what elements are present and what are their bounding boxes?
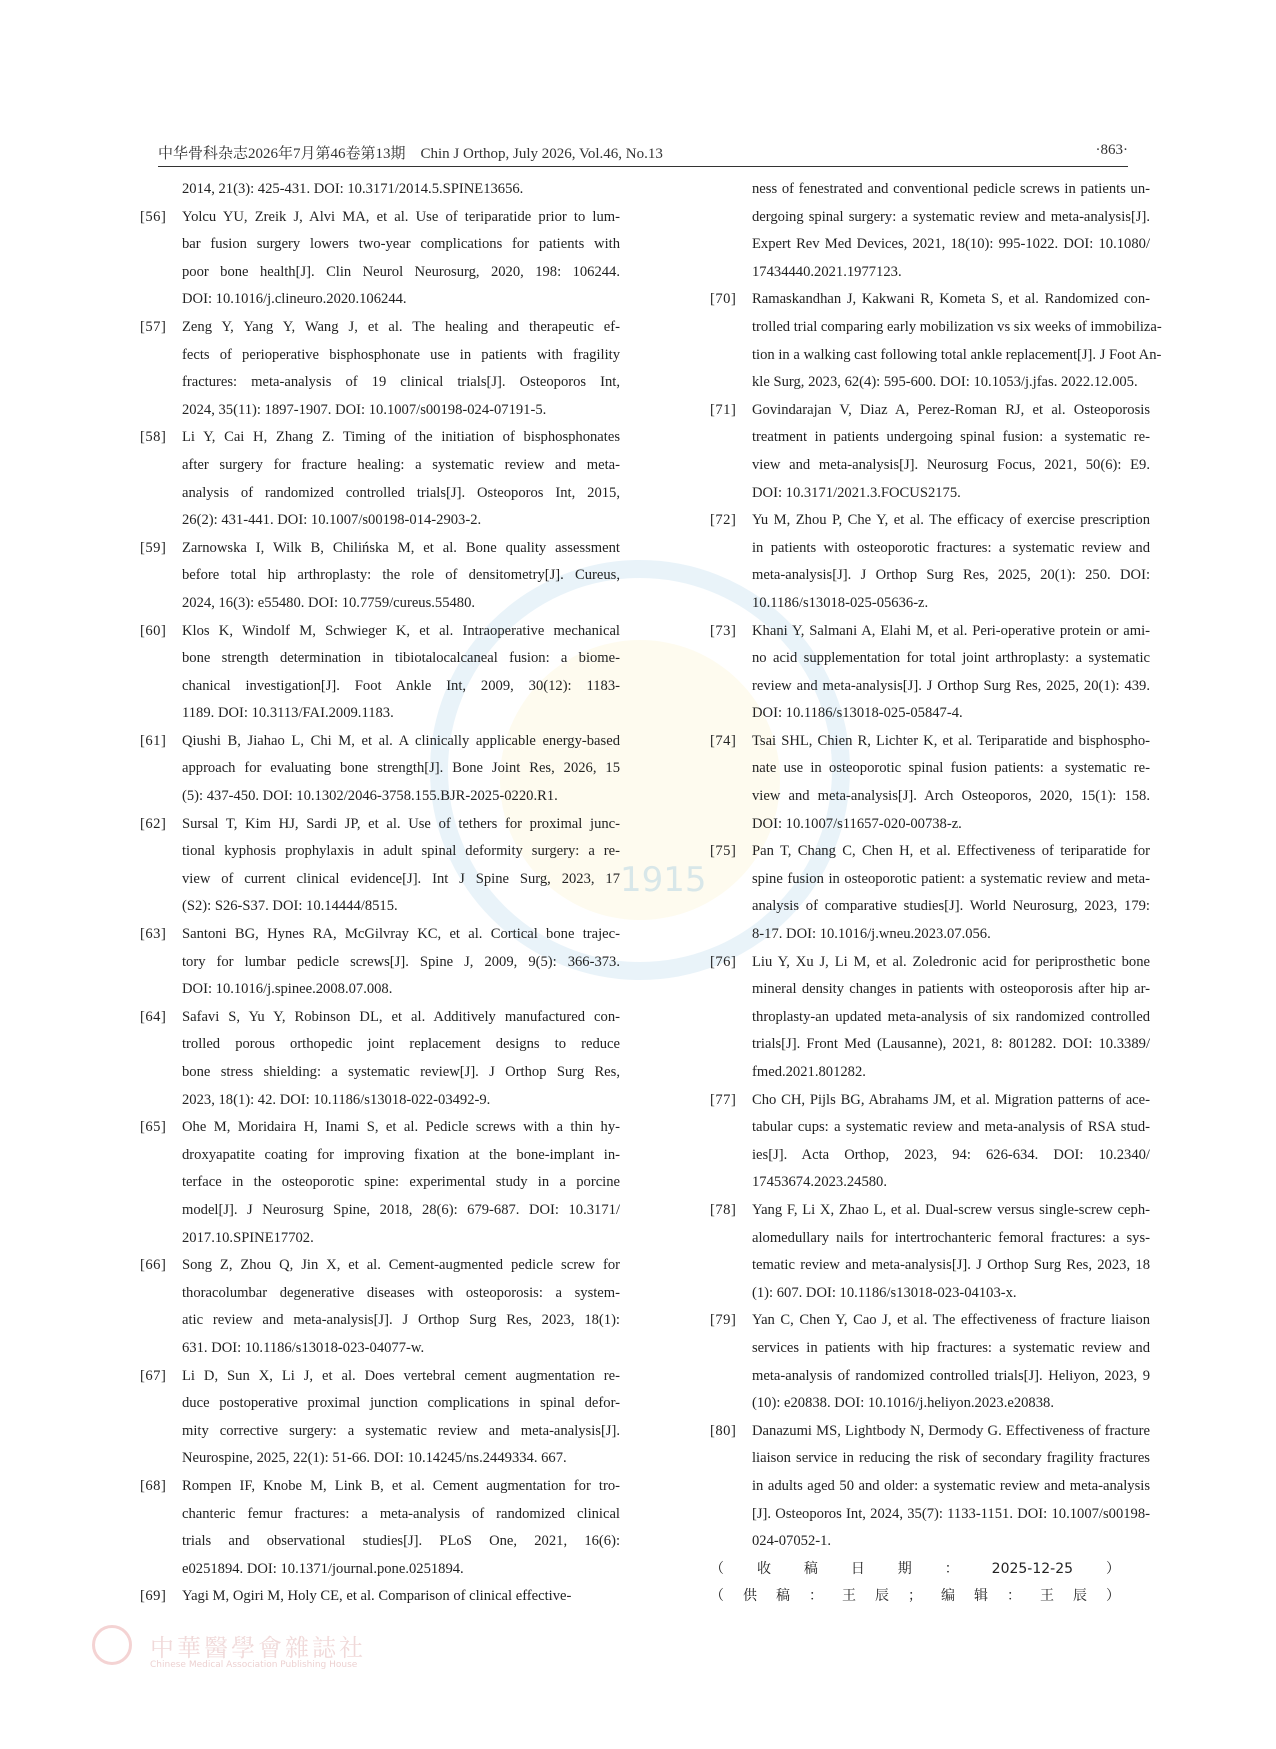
reference-line: Sursal T, Kim HJ, Sardi JP, et al. Use of tethers for proximal junc- [62] [140,811,620,839]
reference-number: [64] [140,1008,167,1025]
reference-entry [140,1004,620,1114]
reference-line: analysis of comparative studies[J]. World Neurosurg, 2023, 179: [752,898,1150,915]
reference-line: Ohe M, Moridaira H, Inami S, et al. Pedicle screws with a thin hy- [65] [140,1114,620,1142]
reference-line: Khani Y, Salmani A, Elahi M, et al. Peri-operative protein or ami- [73] [710,618,1150,646]
reference-line: 17453674.2023.24580. [752,1174,887,1191]
reference-line: Safavi S, Yu Y, Robinson DL, et al. Additively manufactured con- [64] [140,1004,620,1032]
reference-line: Song Z, Zhou Q, Jin X, et al. Cement-augmented pedicle screw for [66] [140,1252,620,1280]
reference-line: DOI: 10.1016/j.spinee.2008.07.008. [182,981,393,998]
reference-entry [140,1363,620,1473]
reference-entry [710,949,1150,1087]
right-column [710,176,1162,1611]
reference-line: Yang F, Li X, Zhao L, et al. Dual-screw versus single-screw ceph- [78] [710,1197,1150,1225]
reference-line: 024-07052-1. [752,1533,832,1550]
reference-line: Govindarajan V, Diaz A, Perez-Roman RJ, et al. Osteoporosis [71] [710,397,1150,425]
reference-line: bone stress shielding: a systematic review[J]. J Orthop Surg Res, [182,1064,620,1080]
reference-line: Rompen IF, Knobe M, Link B, et al. Cement augmentation for tro- [68] [140,1473,620,1501]
reference-line: droxyapatite coating for improving fixation at the bone-implant in- [182,1146,620,1163]
reference-entry [710,1418,1150,1556]
reference-number: [59] [140,539,167,556]
reference-number: [66] [140,1257,167,1274]
reference-entry [140,424,620,534]
reference-number: [75] [710,843,737,860]
reference-entry [710,286,1162,396]
reference-line: dergoing spinal surgery: a systematic review and meta-analysis[J]. [752,208,1150,225]
reference-line: tematic review and meta-analysis[J]. J Orthop Surg Res, 2023, 18 [752,1257,1150,1274]
reference-line: 631. DOI: 10.1186/s13018-023-04077-w. [182,1339,425,1356]
reference-entry [140,811,620,921]
reference-number: [79] [710,1312,737,1329]
reference-line: chanical investigation[J]. Foot Ankle Int, 2009, 30(12): 1183- [182,677,620,694]
page-number: ·863· [1095,142,1128,158]
reference-line: tory for lumbar pedicle screws[J]. Spine J, 2009, 9(5): 366-373. [182,953,620,970]
reference-line: treatment in patients undergoing spinal fusion: a systematic re- [752,429,1150,446]
reference-line: before total hip arthroplasty: the role of densitometry[J]. Cureus, [182,567,620,584]
reference-line: (S2): S26-S37. DOI: 10.14444/8515. [182,898,398,915]
reference-line: [J]. Osteoporos Int, 2024, 35(7): 1133-1151. DOI: 10.1007/s00198- [752,1505,1150,1522]
reference-line: 8-17. DOI: 10.1016/j.wneu.2023.07.056. [752,926,991,943]
reference-line: approach for evaluating bone strength[J]. Bone Joint Res, 2026, 15 [182,760,620,777]
reference-line: meta-analysis[J]. J Orthop Surg Res, 2025, 20(1): 250. DOI: [752,567,1150,584]
reference-line: DOI: 10.1007/s11657-020-00738-z. [752,815,962,832]
reference-line: kle Surg, 2023, 62(4): 595-600. DOI: 10.1053/j.jfas. 2022.12.005. [752,374,1138,391]
reference-line: Ramaskandhan J, Kakwani R, Kometa S, et al. Randomized con- [70] [710,286,1150,314]
reference-number: [71] [710,401,737,418]
reference-line: bone strength determination in tibiotalocalcaneal fusion: a biome- [182,650,620,667]
reference-continuation [710,176,1150,286]
reference-line: tional kyphosis prophylaxis in adult spinal deformity surgery: a re- [182,843,620,860]
reference-line: alomedullary nails for intertrochanteric femoral fractures: a sys- [752,1229,1150,1246]
reference-line: view and meta-analysis[J]. Arch Osteoporos, 2020, 15(1): 158. [752,788,1150,805]
reference-line: liaison service in reducing the risk of secondary fragility fractures [752,1450,1150,1467]
reference-line: trolled trial comparing early mobilization vs six weeks of immobiliza- [752,318,1162,335]
reference-number: [78] [710,1201,737,1218]
reference-line: (10): e20838. DOI: 10.1016/j.heliyon.2023.e20838. [752,1395,1054,1412]
reference-line: DOI: 10.1016/j.clineuro.2020.106244. [182,291,407,308]
reference-line: after surgery for fracture healing: a systematic review and meta- [182,456,620,473]
reference-entry [710,397,1150,507]
reference-line: view of current clinical evidence[J]. Int J Spine Surg, 2023, 17 [182,870,620,887]
reference-entry [140,728,620,811]
reference-line: trials[J]. Front Med (Lausanne), 2021, 8: 801282. DOI: 10.3389/ [752,1036,1150,1053]
reference-line: trials and observational studies[J]. PLoS One, 2021, 16(6): [182,1533,620,1550]
reference-line: Klos K, Windolf M, Schwieger K, et al. Intraoperative mechanical [60] [140,618,620,646]
reference-line: Li D, Sun X, Li J, et al. Does vertebral cement augmentation re- [67] [140,1363,620,1391]
reference-entry [140,618,620,728]
reference-line: (5): 437-450. DOI: 10.1302/2046-3758.155.BJR-2025-0220.R1. [182,788,558,805]
reference-number: [74] [710,732,737,749]
reference-line: 2023, 18(1): 42. DOI: 10.1186/s13018-022-03492-9. [182,1091,491,1108]
reference-number: [67] [140,1367,167,1384]
reference-number: [77] [710,1091,737,1108]
reference-line: nate use in osteoporotic spinal fusion patients: a systematic re- [752,760,1150,777]
reference-number: [60] [140,622,167,639]
reference-line: Yan C, Chen Y, Cao J, et al. The effectiveness of fracture liaison [79] [710,1307,1150,1335]
reference-entry [140,921,620,1004]
reference-number: [69] [140,1588,167,1605]
reference-line: Liu Y, Xu J, Li M, et al. Zoledronic acid for periprosthetic bone [76] [710,949,1150,977]
reference-line: tabular cups: a systematic review and meta-analysis of RSA stud- [752,1119,1150,1136]
reference-line: model[J]. J Neurosurg Spine, 2018, 28(6): 679-687. DOI: 10.3171/ [182,1201,620,1218]
reference-entry [140,1583,620,1611]
reference-line: no acid supplementation for total joint arthroplasty: a systematic [752,650,1150,667]
reference-number: [76] [710,953,737,970]
reference-line: DOI: 10.3171/2021.3.FOCUS2175. [752,484,961,501]
reference-number: [70] [710,291,737,308]
reference-line: Li Y, Cai H, Zhang Z. Timing of the initiation of bisphosphonates [58] [140,424,620,452]
reference-line: Yagi M, Ogiri M, Holy CE, et al. Comparison of clinical effective- [69] [140,1583,620,1611]
reference-line: spine fusion in osteoporotic patient: a systematic review and meta- [752,870,1150,887]
reference-line: 17434440.2021.1977123. [752,263,902,280]
reference-line: tion in a walking cast following total ankle replacement[J]. J Foot An- [752,346,1162,363]
reference-entry [710,838,1150,948]
reference-entry [710,618,1150,728]
reference-line: Zeng Y, Yang Y, Wang J, et al. The healing and therapeutic ef- [57] [140,314,620,342]
received-date: （收稿日期：2025-12-25） [710,1560,1120,1577]
reference-line: 26(2): 431-441. DOI: 10.1007/s00198-014-2903-2. [182,512,482,529]
reference-line: chanteric femur fractures: a meta-analysis of randomized clinical [182,1505,620,1522]
reference-line: ness of fenestrated and conventional pedicle screws in patients un- [752,181,1150,197]
reference-number: [68] [140,1477,167,1494]
reference-line: 2024, 35(11): 1897-1907. DOI: 10.1007/s00198-024-07191-5. [182,401,547,418]
reference-line: Yu M, Zhou P, Che Y, et al. The efficacy of exercise prescription [72] [710,507,1150,535]
reference-entry [140,204,620,314]
reference-entry [140,535,620,618]
reference-line: services in patients with hip fractures: a systematic review and [752,1339,1150,1356]
reference-line: 10.1186/s13018-025-05636-z. [752,594,929,611]
reference-line: in adults aged 50 and older: a systematic review and meta-analysis [752,1477,1150,1494]
reference-line: mineral density changes in patients with osteoporosis after hip ar- [752,981,1150,998]
reference-entry [710,1087,1150,1197]
reference-line: Yolcu YU, Zreik J, Alvi MA, et al. Use of teriparatide prior to lum- [56] [140,204,620,232]
journal-citation: 中华骨科杂志2026年7月第46卷第13期 Chin J Orthop, July 2026, Vol.46, No.13 [158,146,663,162]
reference-number: [63] [140,926,167,943]
reference-entry [140,1473,620,1583]
reference-line: throplasty-an updated meta-analysis of six randomized controlled [752,1008,1150,1025]
running-header [158,142,1128,167]
reference-continuation [140,176,620,204]
reference-line: meta-analysis of randomized controlled trials[J]. Heliyon, 2023, 9 [752,1367,1150,1384]
reference-line: mity corrective surgery: a systematic review and meta-analysis[J]. [182,1422,620,1439]
publisher-watermark-en: Chinese Medical Association Publishing House [150,1660,358,1670]
publisher-logo-icon [92,1625,132,1665]
watermark-year: 1915 [620,860,707,900]
reference-line: Tsai SHL, Chien R, Lichter K, et al. Teriparatide and bisphospho- [74] [710,728,1150,756]
reference-line: Danazumi MS, Lightbody N, Dermody G. Effectiveness of fracture [80] [710,1418,1150,1446]
reference-line: Zarnowska I, Wilk B, Chilińska M, et al. Bone quality assessment [59] [140,535,620,563]
reference-line: in patients with osteoporotic fractures: a systematic review and [752,539,1150,556]
publisher-watermark: 中華醫學會雜誌社 [150,1634,366,1662]
reference-number: [62] [140,815,167,832]
reference-number: [72] [710,512,737,529]
reference-number: [73] [710,622,737,639]
reference-number: [58] [140,429,167,446]
reference-line: Pan T, Chang C, Chen H, et al. Effectiveness of teriparatide for [75] [710,838,1150,866]
reference-entry [140,1252,620,1362]
reference-entry [710,1197,1150,1307]
reference-line: view and meta-analysis[J]. Neurosurg Focus, 2021, 50(6): E9. [752,456,1150,473]
reference-line: poor bone health[J]. Clin Neurol Neurosurg, 2020, 198: 106244. [182,263,620,280]
reference-line: fractures: meta-analysis of 19 clinical trials[J]. Osteoporos Int, [182,374,620,391]
reference-line: 1189. DOI: 10.3113/FAI.2009.1183. [182,705,394,722]
reference-line: (1): 607. DOI: 10.1186/s13018-023-04103-x. [752,1284,1017,1301]
reference-line: Santoni BG, Hynes RA, McGilvray KC, et al. Cortical bone trajec- [63] [140,921,620,949]
reference-number: [65] [140,1119,167,1136]
reference-line: ies[J]. Acta Orthop, 2023, 94: 626-634. DOI: 10.2340/ [752,1146,1150,1163]
reference-entry [710,728,1150,838]
reference-number: [56] [140,208,167,225]
reference-number: [57] [140,318,167,335]
reference-line: bar fusion surgery lowers two-year complications for patients with [182,236,620,253]
editor-credit: （供稿：王辰；编辑：王辰） [710,1588,1120,1605]
reference-line: trolled porous orthopedic joint replacement designs to reduce [182,1036,620,1053]
reference-line: atic review and meta-analysis[J]. J Orthop Surg Res, 2023, 18(1): [182,1312,620,1329]
reference-line: duce postoperative proximal junction complications in spinal defor- [182,1395,620,1412]
reference-entry [140,314,620,424]
reference-line: Qiushi B, Jiahao L, Chi M, et al. A clinically applicable energy-based [61] [140,728,620,756]
reference-line: thoracolumbar degenerative diseases with osteoporosis: a system- [182,1284,620,1301]
reference-entry [710,1307,1150,1417]
reference-line: fects of perioperative bisphosphonate use in patients with fragility [182,346,620,363]
reference-line: e0251894. DOI: 10.1371/journal.pone.0251894. [182,1560,464,1577]
reference-number: [80] [710,1422,737,1439]
reference-line: analysis of randomized controlled trials[J]. Osteoporos Int, 2015, [182,484,620,501]
reference-number: [61] [140,732,167,749]
reference-line: 2024, 16(3): e55480. DOI: 10.7759/cureus.55480. [182,594,476,611]
reference-line: DOI: 10.1186/s13018-025-05847-4. [752,705,963,722]
reference-entry [140,1114,620,1252]
reference-line: Cho CH, Pijls BG, Abrahams JM, et al. Migration patterns of ace- [77] [710,1087,1150,1115]
reference-entry [710,507,1150,617]
reference-line: 2014, 21(3): 425-431. DOI: 10.3171/2014.5.SPINE13656. [182,181,524,197]
reference-line: 2017.10.SPINE17702. [182,1229,314,1246]
reference-line: Expert Rev Med Devices, 2021, 18(10): 995-1022. DOI: 10.1080/ [752,236,1150,253]
reference-line: Neurospine, 2025, 22(1): 51-66. DOI: 10.14245/ns.2449334. 667. [182,1450,567,1467]
reference-line: terface in the osteoporotic spine: experimental study in a porcine [182,1174,620,1191]
reference-line: review and meta-analysis[J]. J Orthop Surg Res, 2025, 20(1): 439. [752,677,1150,694]
left-column [140,176,620,1611]
reference-line: fmed.2021.801282. [752,1064,866,1080]
